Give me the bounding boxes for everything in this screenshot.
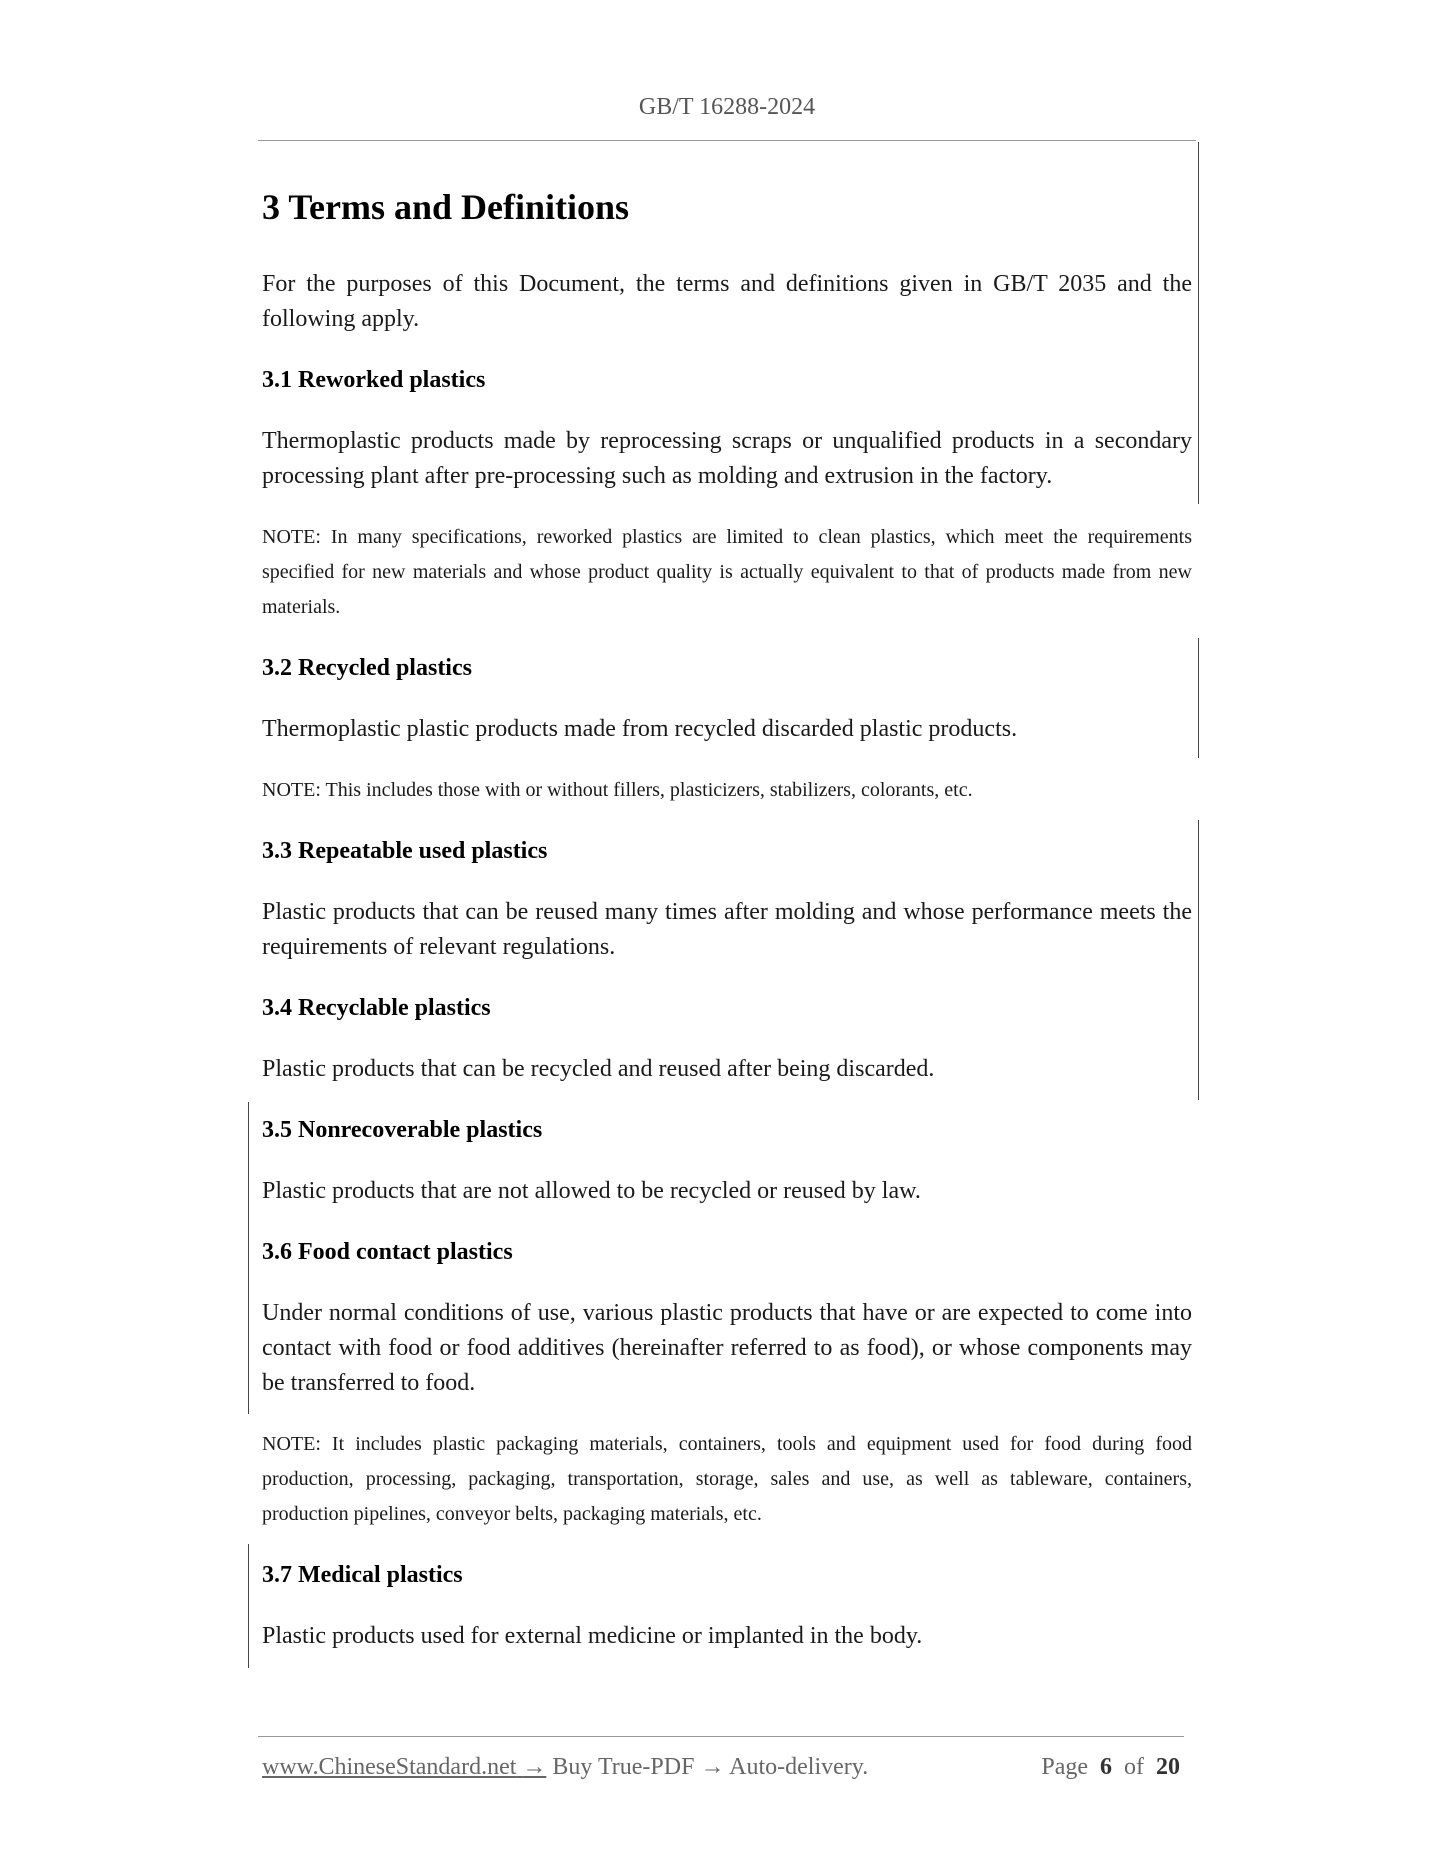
term-definition: Plastic products used for external medicine or implanted in the body.	[262, 1623, 923, 1650]
current-page: 6	[1100, 1754, 1112, 1780]
term-heading: 3.7 Medical plastics	[262, 1562, 463, 1589]
term-heading: 3.2 Recycled plastics	[262, 655, 472, 682]
term-3-4	[262, 991, 1192, 1087]
term-definition: Under normal conditions of use, various plastic products that have or are expected to come into contact with food or food additives (hereinafter referred to as food), or whose components may be transferred to food.	[262, 1300, 1192, 1397]
term-heading: 3.3 Repeatable used plastics	[262, 838, 548, 865]
document-body	[262, 186, 1192, 1680]
header-divider	[258, 140, 1196, 141]
term-3-5	[262, 1113, 1192, 1209]
term-3-3	[262, 834, 1192, 965]
term-3-2	[262, 651, 1192, 808]
change-bar-right-3	[1198, 820, 1199, 1100]
footer-promo	[262, 1754, 868, 1781]
term-definition: Plastic products that can be recycled and reused after being discarded.	[262, 1056, 935, 1083]
term-note: NOTE: It includes plastic packaging materials, containers, tools and equipment used for food during food production, processing, packaging, transportation, storage, sales and use, as well as tableware, containers, production pipelines, conveyor belts, packaging materials, etc.	[262, 1433, 1192, 1526]
site-link[interactable]: www.ChineseStandard.net →	[262, 1754, 547, 1780]
change-bar-right-1	[1198, 142, 1199, 504]
section-title: 3 Terms and Definitions	[262, 187, 630, 227]
term-note: NOTE: This includes those with or without fillers, plasticizers, stabilizers, colorants, etc.	[262, 779, 973, 802]
delivery-text: Auto-delivery.	[729, 1754, 869, 1780]
change-bar-left-2	[248, 1544, 249, 1668]
term-heading: 3.4 Recyclable plastics	[262, 995, 491, 1022]
term-definition: Plastic products that are not allowed to be recycled or reused by law.	[262, 1178, 921, 1205]
term-3-7	[262, 1558, 1192, 1654]
term-heading: 3.1 Reworked plastics	[262, 367, 486, 394]
buy-text: Buy True-PDF	[552, 1754, 695, 1780]
arrow-icon: →	[522, 1754, 547, 1780]
term-definition: Thermoplastic products made by reprocessing scraps or unqualified products in a secondary processing plant after pre-processing such as molding and extrusion in the factory.	[262, 428, 1192, 490]
total-pages: 20	[1156, 1754, 1180, 1780]
term-3-6	[262, 1235, 1192, 1532]
term-definition: Thermoplastic plastic products made from recycled discarded plastic products.	[262, 716, 1018, 743]
term-3-1	[262, 363, 1192, 625]
term-definition: Plastic products that can be reused many times after molding and whose performance meets the requirements of relevant regulations.	[262, 899, 1192, 961]
term-heading: 3.6 Food contact plastics	[262, 1239, 513, 1266]
term-note: NOTE: In many specifications, reworked plastics are limited to clean plastics, which meet the requirements specified for new materials and whose product quality is actually equivalent to that of products made from new materials.	[262, 526, 1192, 619]
change-bar-left-1	[248, 1102, 249, 1414]
page-header-title: GB/T 16288-2024	[638, 94, 816, 120]
section-intro: For the purposes of this Document, the terms and definitions given in GB/T 2035 and the following apply.	[262, 271, 1192, 333]
footer-divider	[258, 1736, 1184, 1737]
page-number: Page 6 of 20	[1041, 1754, 1180, 1780]
term-heading: 3.5 Nonrecoverable plastics	[262, 1117, 543, 1144]
arrow-icon: →	[700, 1754, 725, 1780]
change-bar-right-2	[1198, 638, 1199, 758]
